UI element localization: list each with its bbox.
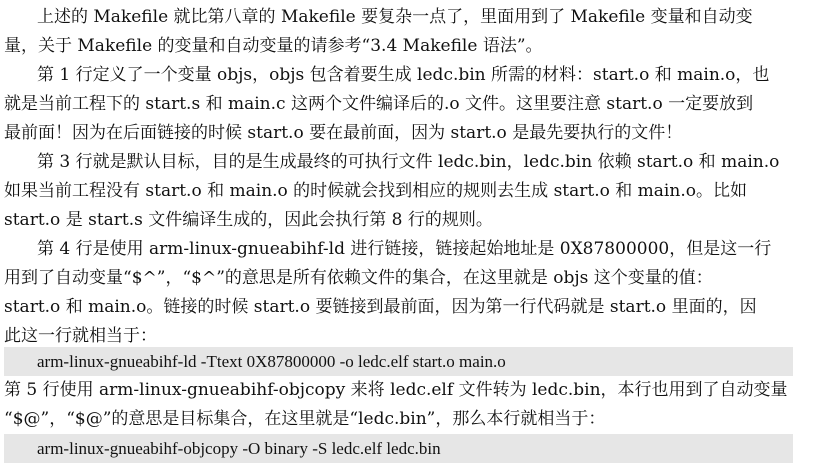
paragraph-line: 用到了自动变量“$^”，“$^”的意思是所有依赖文件的集合，在这里就是 objs 这个变量的值： bbox=[4, 268, 713, 288]
paragraph-line: 量，关于 Makefile 的变量和自动变量的请参考“3.4 Makefile 语法”。 bbox=[4, 36, 543, 56]
paragraph-line: 如果当前工程没有 start.o 和 main.o 的时候就会找到相应的规则去生成 start.o 和 main.o。比如 bbox=[4, 181, 747, 201]
paragraph-line: 上述的 Makefile 就比第八章的 Makefile 要复杂一点了，里面用到了 Makefile 变量和自动变 bbox=[37, 7, 753, 27]
paragraph-line: 第 3 行就是默认目标，目的是生成最终的可执行文件 ledc.bin，ledc.bin 依赖 start.o 和 main.o bbox=[37, 152, 780, 172]
code-block bbox=[4, 434, 793, 463]
paragraph-line: start.o 是 start.s 文件编译生成的，因此会执行第 8 行的规则。 bbox=[4, 210, 493, 230]
code-line: arm-linux-gnueabihf-ld -Ttext 0X87800000 -o ledc.elf start.o main.o bbox=[37, 352, 506, 371]
paragraph-line: 此这一行就相当于： bbox=[4, 326, 157, 346]
paragraph-line: 就是当前工程下的 start.s 和 main.c 这两个文件编译后的.o 文件。这里要注意 start.o 一定要放到 bbox=[4, 94, 754, 114]
paragraph-line: 第 1 行定义了一个变量 objs，objs 包含着要生成 ledc.bin 所需的材料：start.o 和 main.o，也 bbox=[37, 65, 770, 85]
code-block bbox=[4, 347, 793, 376]
paragraph-line: start.o 和 main.o。链接的时候 start.o 要链接到最前面，因为第一行代码就是 start.o 里面的，因 bbox=[4, 297, 757, 317]
paragraph-line: 最前面！因为在后面链接的时候 start.o 要在最前面，因为 start.o 是最先要执行的文件！ bbox=[4, 123, 683, 143]
code-line: arm-linux-gnueabihf-objcopy -O binary -S ledc.elf ledc.bin bbox=[37, 439, 441, 458]
paragraph-line: 第 4 行是使用 arm-linux-gnueabihf-ld 进行链接，链接起始地址是 0X87800000，但是这一行 bbox=[37, 239, 772, 259]
paragraph-line: 第 5 行使用 arm-linux-gnueabihf-objcopy 来将 ledc.elf 文件转为 ledc.bin，本行也用到了自动变量 bbox=[4, 380, 788, 400]
paragraph-line: “$@”，“$@”的意思是目标集合，在这里就是“ledc.bin”，那么本行就相当于： bbox=[4, 409, 606, 429]
